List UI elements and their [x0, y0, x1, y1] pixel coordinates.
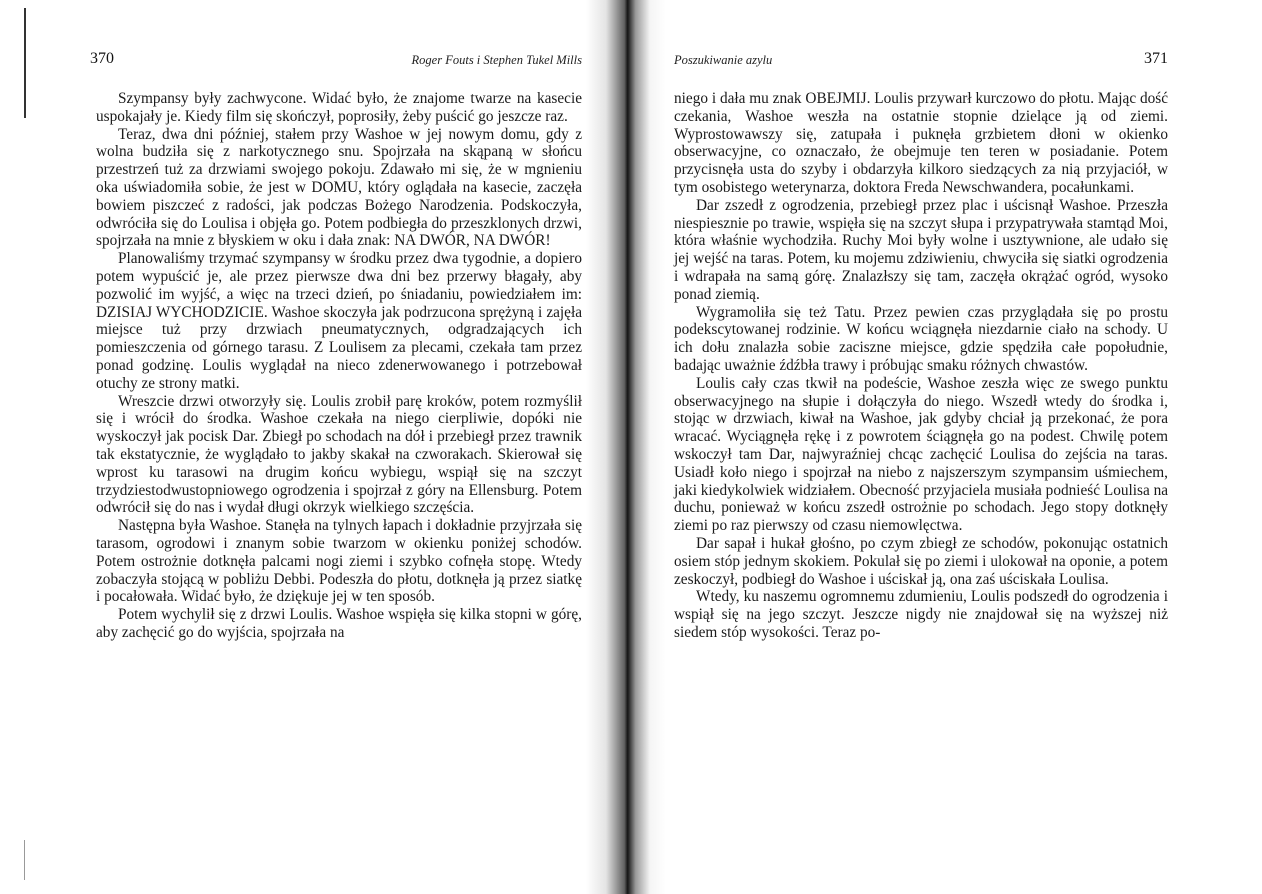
paragraph: Potem wychylił się z drzwi Loulis. Washoe wspięła się kilka stopni w górę, aby zachęcić go do wyjścia, spojrzała na [96, 606, 582, 641]
paragraph: Dar zszedł z ogrodzenia, przebiegł przez plac i uścisnął Washoe. Przeszła niespiesznie po trawie, wspięła się na szczyt słupa i przypatrywała stamtąd Moi, która właśnie wychodziła. Ruchy Moi były wolne i usztywnione, ale udało się jej wejść na taras. Potem, ku mojemu zdziwieniu, chwyciła się siatki ogrodzenia i wdrapała na samą górę. Znalazłszy się tam, zaczęła okrążać ogród, wysoko ponad ziemią. [674, 196, 1168, 303]
left-page-body [96, 90, 582, 642]
left-running-head: Roger Fouts i Stephen Tukel Mills [411, 53, 582, 67]
right-page-header [674, 50, 1168, 70]
right-running-head: Poszukiwanie azylu [674, 53, 773, 67]
paragraph: Wygramoliła się też Tatu. Przez pewien czas przyglądała się po prostu podekscytowanej rodzinie. W końcu wciągnęła niezdarnie ciało na schody. U ich dołu znalazła sobie zaciszne miejsce, gdzie spędziła całe popołudnie, badając uważnie źdźbła trawy i próbując smaku różnych chwastów. [674, 303, 1168, 374]
book-gutter-shadow [586, 0, 666, 894]
paragraph: Planowaliśmy trzymać szympansy w środku przez dwa tygodnie, a dopiero potem wypuścić je, ale przez pierwsze dwa dni bez przerwy błagały, aby pozwolić im wyjść, a więc na trzeci dzień, po śniadaniu, powiedziałem im: DZISIAJ WYCHODZICIE. Washoe skoczyła jak podrzucona sprężyną i zajęła miejsce tuż przy drzwiach pneumatycznych, odgradzających ich pomieszczenia od górnego tarasu. Z Loulisem za plecami, czekała tam przez ponad godzinę. Loulis wyglądał na nieco zdenerwowanego i potrzebował otuchy ze strony matki. [96, 250, 582, 392]
paragraph: Teraz, dwa dni później, stałem przy Washoe w jej nowym domu, gdy z wolna budziła się z narkotycznego snu. Spojrzała na skąpaną w słońcu przestrzeń tuż za drzwiami swojego pokoju. Zdawało mi się, że w mgnieniu oka uświadomiła sobie, że jest w DOMU, który oglądała na kasecie, zaczęła bowiem piszczeć z radości, jak podczas Bożego Narodzenia. Podskoczyła, odwróciła się do Loulisa i objęła go. Potem podbiegła do przeszklonych drzwi, spojrzała na mnie z błyskiem w oku i dała znak: NA DWÓR, NA DWÓR! [96, 125, 582, 250]
left-page-header [90, 50, 590, 70]
right-page-body [674, 90, 1168, 642]
scan-edge-line [24, 8, 26, 118]
paragraph: Dar sapał i hukał głośno, po czym zbiegł ze schodów, pokonując ostatnich osiem stóp jednym skokiem. Pokulał się po ziemi i ulokował na oponie, a potem zeskoczył, podbiegł do Washoe i uściskał ją, ona zaś uściskała Loulisa. [674, 534, 1168, 588]
paragraph: Następna była Washoe. Stanęła na tylnych łapach i dokładnie przyjrzała się tarasom, ogrodowi i znanym sobie twarzom w okienku poniżej schodów. Potem ostrożnie dotknęła palcami nogi ziemi i szybko cofnęła stopę. Wtedy zobaczyła stojącą w pobliżu Debbi. Podeszła do płotu, dotknęła ją przez siatkę i pocałowała. Widać było, że dziękuje jej w ten sposób. [96, 517, 582, 606]
paragraph: Wreszcie drzwi otworzyły się. Loulis zrobił parę kroków, potem rozmyślił się i wrócił do środka. Washoe czekała na niego cierpliwie, dopóki nie wyskoczył jak pocisk Dar. Zbiegł po schodach na dół i przebiegł przez trawnik tak ekstatycznie, że wyglądało to jakby skakał na czworakach. Skierował się wprost ku tarasowi na drugim końcu wybiegu, wspiął się na szczyt trzydziestodwustopniowego ogrodzenia i spojrzał z góry na Ellensburg. Potem odwrócił się do nas i wydał długi okrzyk wielkiego szczęścia. [96, 392, 582, 517]
paragraph: Szympansy były zachwycone. Widać było, że znajome twarze na kasecie uspokajały je. Kiedy film się skończył, poprosiły, żeby puścić go jeszcze raz. [96, 90, 582, 125]
paragraph-continued: niego i dała mu znak OBEJMIJ. Loulis przywarł kurczowo do płotu. Mając dość czekania, Washoe weszła na ostatnie stopnie dzielące ją od ziemi. Wyprostowawszy się, zatupała i puknęła grzbietem dłoni w okienko obserwacyjne, co oznaczało, że obejmuje ten teren w posiadanie. Potem przycisnęła usta do szyby i obdarzyła kilkoro siedzących za nią przyjaciół, w tym osobistego weterynarza, doktora Freda Newschwandera, pocałunkami. [674, 90, 1168, 196]
left-page [90, 0, 590, 894]
paragraph: Wtedy, ku naszemu ogromnemu zdumieniu, Loulis podszedł do ogrodzenia i wspiął się na jego szczyt. Jeszcze nigdy nie znajdował się na wyższej niż siedem stóp wysokości. Teraz po- [674, 588, 1168, 641]
right-page-number: 371 [1144, 50, 1168, 67]
left-page-number: 370 [90, 50, 114, 67]
paragraph: Loulis cały czas tkwił na podeście, Washoe zeszła więc ze swego punktu obserwacyjnego na słupie i dołączyła do niego. Wszedł wtedy do środka i, stojąc w drzwiach, kiwał na Washoe, jak gdyby chciał ją przekonać, że pora wracać. Wyciągnęła rękę i z powrotem ściągnęła go na podest. Chwilę potem wskoczył tam Dar, najwyraźniej chcąc zachęcić Loulisa do zejścia na taras. Usiadł koło niego i spojrzał na niebo z najszerszym szympansim uśmiechem, jaki kiedykolwiek widziałem. Obecność przyjaciela musiała podnieść Loulisa na duchu, ponieważ w końcu zszedł ostrożnie po schodach. Jego stopy dotknęły ziemi po raz pierwszy od czasu niemowlęctwa. [674, 374, 1169, 535]
right-page [674, 0, 1168, 894]
scan-edge-line-lower [24, 840, 25, 880]
